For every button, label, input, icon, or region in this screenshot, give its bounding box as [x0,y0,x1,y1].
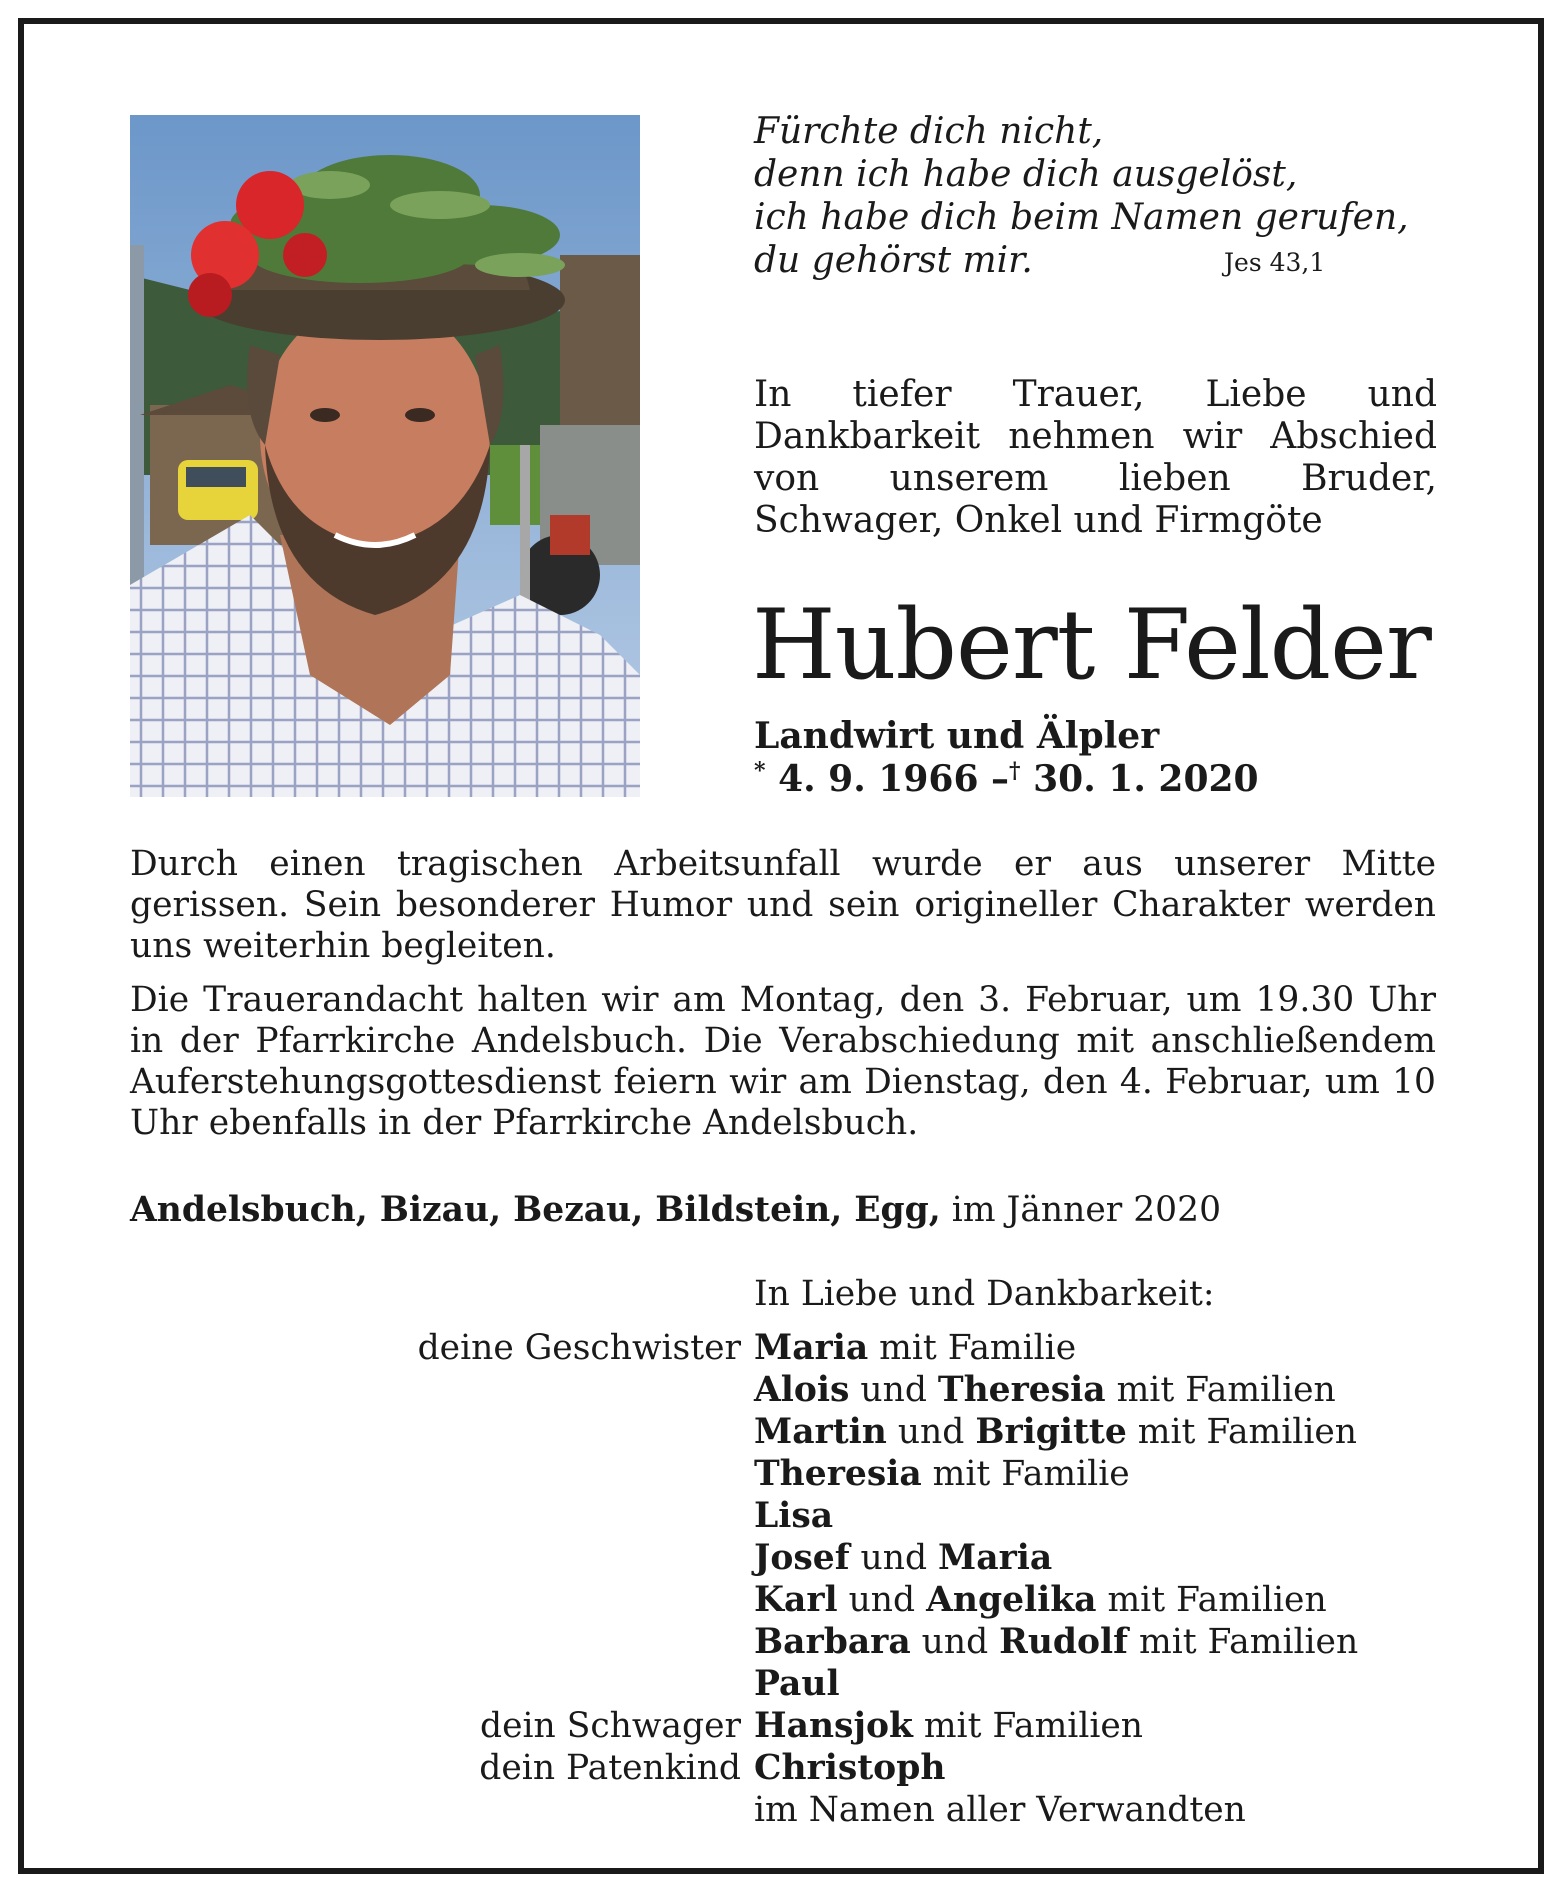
family-names [754,1664,840,1704]
notice-date: im Jänner 2020 [951,1190,1222,1230]
family-names [754,1328,1076,1368]
family-row [0,1664,1568,1706]
birth-date: 4. 9. 1966 [778,758,979,800]
birth-symbol: * [754,758,766,784]
life-dates [754,758,1259,800]
family-names [754,1496,833,1536]
verse-reference: Jes 43,1 [1224,248,1326,277]
family-member-name: Theresia [937,1370,1106,1410]
family-row [0,1454,1568,1496]
places-line [130,1190,1221,1230]
family-connector: im Namen aller Verwandten [754,1790,1246,1830]
family-row [0,1328,1568,1370]
family-member-name: Maria [754,1328,869,1368]
family-row [0,1748,1568,1790]
family-connector: mit Familien [1096,1580,1327,1620]
date-dash: – [991,758,1010,800]
family-connector: und [910,1622,1000,1662]
family-connector: und [849,1538,939,1578]
family-member-name: Karl [754,1580,838,1620]
verse-line: ich habe dich beim Namen gerufen, [754,197,1409,238]
family-member-name: Maria [938,1538,1053,1578]
family-names [754,1580,1327,1620]
family-member-name: Paul [754,1664,840,1704]
deceased-occupation: Landwirt und Älpler [754,715,1160,757]
family-connector: mit Familien [912,1706,1144,1746]
family-names [754,1790,1246,1830]
portrait-photo [130,115,640,797]
verse-line: Fürchte dich nicht, [754,111,1104,152]
family-member-name: Brigitte [975,1412,1127,1452]
family-row [0,1412,1568,1454]
family-member-name: Josef [754,1538,850,1578]
family-names [754,1538,1052,1578]
relation-label: dein Schwager [480,1706,741,1746]
intro-text: In tiefer Trauer, Liebe und Dankbarkeit nehmen wir Abschied von unserem lieben Bruder, Schwager, Onkel und Firmgöte [754,374,1437,541]
death-symbol: † [1009,758,1021,784]
family-member-name: Hansjok [754,1706,913,1746]
family-names [754,1370,1336,1410]
family-connector: und [849,1370,938,1410]
family-member-name: Angelika [926,1580,1097,1620]
family-member-name: Rudolf [999,1622,1129,1662]
deceased-name: Hubert Felder [752,589,1431,701]
family-names [754,1454,1130,1494]
death-date: 30. 1. 2020 [1033,758,1259,800]
family-row [0,1370,1568,1412]
in-love-heading: In Liebe und Dankbarkeit: [754,1274,1215,1314]
family-member-name: Christoph [754,1748,946,1788]
family-row [0,1790,1568,1832]
family-row [0,1622,1568,1664]
family-connector: mit Familien [1105,1370,1336,1410]
family-connector: und [886,1412,976,1452]
family-connector: mit Familien [1126,1412,1357,1452]
family-member-name: Theresia [754,1454,922,1494]
family-row [0,1538,1568,1580]
family-connector: mit Familie [921,1454,1130,1494]
family-connector: mit Familie [868,1328,1077,1368]
family-names [754,1748,945,1788]
verse-line: du gehörst mir. [754,240,1033,281]
family-member-name: Lisa [754,1496,834,1536]
family-row [0,1496,1568,1538]
family-row [0,1580,1568,1622]
family-row [0,1706,1568,1748]
family-names [754,1412,1357,1452]
body-paragraph: Durch einen tragischen Arbeitsunfall wurde er aus unserer Mitte gerissen. Sein besonderer Humor und sein origineller Charakter werden uns weiterhin begleiten. [130,844,1436,966]
family-member-name: Barbara [754,1622,911,1662]
relation-label: deine Geschwister [417,1328,741,1368]
family-connector: und [837,1580,927,1620]
relation-label: dein Patenkind [479,1748,741,1788]
family-names [754,1622,1358,1662]
verse-line: denn ich habe dich ausgelöst, [754,154,1298,195]
family-names [754,1706,1143,1746]
family-member-name: Martin [754,1412,887,1452]
place-names: Andelsbuch, Bizau, Bezau, Bildstein, Egg, [130,1190,941,1230]
family-connector: mit Familien [1128,1622,1359,1662]
body-paragraph: Die Trauerandacht halten wir am Montag, den 3. Februar, um 19.30 Uhr in der Pfarrkirche Andelsbuch. Die Verabschiedung mit anschließendem Auferstehungsgottesdienst feiern wir am Dienstag, den 4. Februar, um 10 Uhr ebenfalls in der Pfarrkirche Andelsbuch. [130,980,1436,1143]
family-member-name: Alois [754,1370,850,1410]
